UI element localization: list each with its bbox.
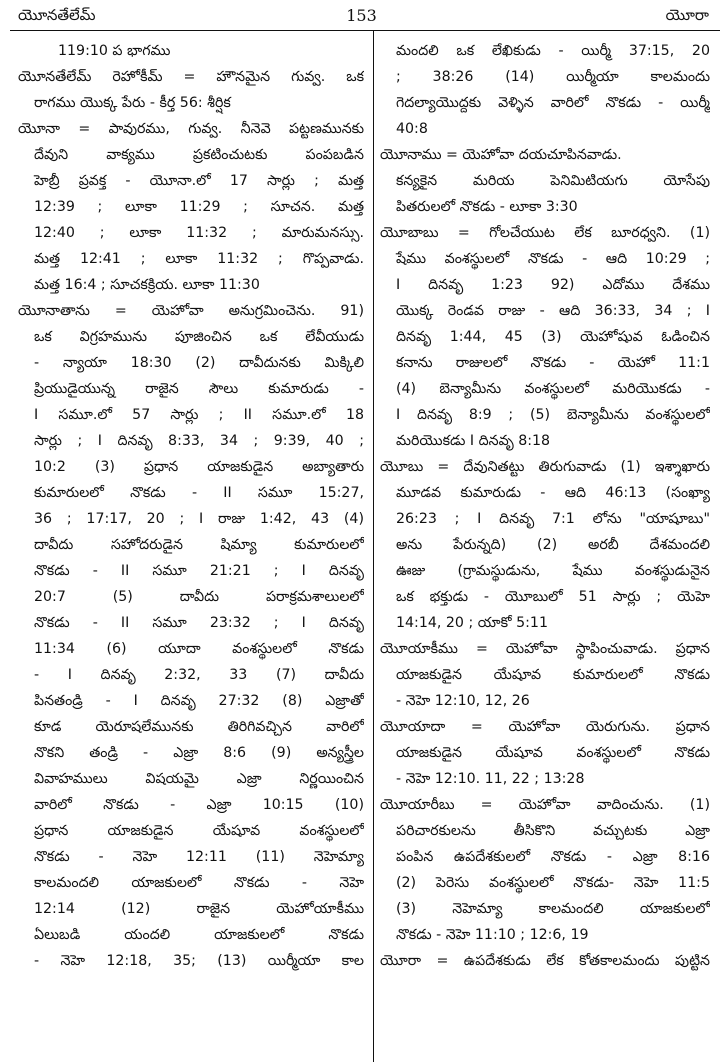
text-line: పరిచారకులను తీసికొని వచ్చుటకు ఎజ్రా (396, 823, 710, 839)
text-line: I దినవృ 1:23 92) ఎదోము దేశము (396, 277, 710, 293)
text-line: 11:34 (6) యూదా వంశస్థులలో నొకడు (34, 641, 364, 657)
text-line: నొకడు - II సమూ 23:32 ; I దినవృ (34, 615, 364, 631)
right-column (380, 38, 710, 974)
text-line: 14:14, 20 ; యాకో 5:11 (396, 615, 548, 631)
text-line: దేవుని వాక్యము ప్రకటించుటకు పంపబడిన (34, 147, 364, 163)
text-line: రాగము యొక్క పేరు - కీర్త 56: శీర్షిక (34, 95, 231, 111)
text-line: యెూనా = పావురము, గువ్వ. నీనెవె పట్టణమునకు (18, 121, 364, 137)
text-line: నొకడు - నెహె 12:11 (11) నెహెమ్యా (34, 849, 364, 865)
text-line: (4) బెన్యామీను వంశస్థులలో మరియొకడు - (396, 381, 710, 397)
text-line: మందలి ఒక లేఖికుడు - యిర్మీ 37:15, 20 (396, 43, 710, 59)
text-line: కన్యకైన మరియ పెనిమిటియగు యోసేపు (396, 173, 710, 189)
text-line: మూడవ కుమారుడు - ఆది 46:13 (సంఖ్యా (396, 485, 710, 501)
text-line: యెూనాతాను = యెహోవా అనుగ్రమించెను. 91) (18, 303, 364, 319)
text-line: 40:8 (396, 121, 428, 137)
text-line: 12:39 ; లూకా 11:29 ; సూచన. మత్త (34, 199, 364, 215)
text-line: ; 38:26 (14) యిర్మీయా కాలమందు (396, 69, 710, 85)
text-line: దావీదు సహోదరుడైన షిమ్యా కుమారులలో (34, 537, 364, 553)
text-line: నొకడు - నెహె 11:10 ; 12:6, 19 (396, 927, 589, 943)
left-column (18, 38, 364, 974)
column-divider (373, 31, 374, 1062)
text-line: షేము వంశస్థులలో నొకడు - ఆది 10:29 ; (396, 251, 710, 267)
text-line: - నెహె 12:10, 12, 26 (396, 693, 530, 709)
text-line: యెూయాదా = యెహోవా యెరుగును. ప్రధాన (380, 719, 710, 735)
text-line: I సమూ.లో 57 సార్లు ; II సమూ.లో 18 (34, 407, 364, 423)
text-line: 119:10 ప భాగము (58, 43, 171, 59)
text-line: మత్త 12:41 ; లూకా 11:32 ; గొప్పవాడు. (34, 251, 364, 267)
text-line: యెూరా = ఉపదేశకుడు లేక కోతకాలమందు పుట్టిన (380, 953, 710, 969)
text-line: - I దినవృ 2:32, 33 (7) దావీదు (34, 667, 364, 683)
header-right-guideword: యెూరా (665, 6, 709, 24)
text-line: యెూబాబు = గోలచేయుట లేక బూరధ్వని. (1) (380, 225, 710, 241)
text-line: - న్యాయా 18:30 (2) దావీదునకు మిక్కిలి (34, 355, 364, 371)
text-line: యాజకుడైన యేషూవ వంశస్థులలో నొకడు (396, 745, 710, 761)
text-line: యెూనతేలేమ్ రెహోకీమ్ = హౌనమైన గువ్వ. ఒక (18, 69, 364, 85)
text-line: ప్రధాన యాజకుడైన యేషూవ వంశస్థులలో (34, 823, 364, 839)
text-line: మరియొకడు I దినవృ 8:18 (396, 433, 551, 449)
text-line: వివాహములు విషయమై ఎజ్రా నిర్ణయించిన (34, 771, 364, 787)
text-line: నొకడు - II సమూ 21:21 ; I దినవృ (34, 563, 364, 579)
text-line: యెూయారీబు = యెహోవా వాదించును. (1) (380, 797, 710, 813)
text-line: 12:14 (12) రాజైన యెహోయాకీము (34, 901, 364, 917)
text-line: పితరులలో నొకడు - లూకా 3:30 (396, 199, 578, 215)
text-line: ప్రియుడైయున్న రాజైన సౌలు కుమారుడు - (34, 381, 364, 397)
text-line: కుమారులలో నొకడు - II సమూ 15:27, (34, 485, 364, 501)
text-line: యొక్క రెండవ రాజు - ఆది 36:33, 34 ; I (396, 303, 710, 319)
text-line: (2) పెరెసు వంశస్థులలో నొకడు- నెహె 11:5 (396, 875, 710, 891)
text-line: కనాను రాజులలో నొకడు - యెహో 11:1 (396, 355, 710, 371)
text-line: 20:7 (5) దావీదు పరాక్రమశాలులలో (34, 589, 364, 605)
text-line: యెూనాము = యెహోవా దయచూపినవాడు. (380, 147, 622, 163)
text-line: 36 ; 17:17, 20 ; I రాజు 1:42, 43 (4) (34, 511, 364, 527)
text-line: హెబ్రీ ప్రవక్త - యెూనా.లో 17 సార్లు ; మత్త (34, 173, 364, 189)
page-number: 153 (346, 6, 377, 25)
text-line: యెూబు = దేవునితట్టు తిరుగువాడు (1) ఇశ్శాఖారు (380, 459, 710, 475)
text-line: మత్త 16:4 ; సూచకక్రియ. లూకా 11:30 (34, 277, 260, 293)
text-line: (3) నెహెమ్యా కాలమందలి యాజకులలో (396, 901, 710, 917)
page-header (0, 6, 723, 30)
text-line: - నెహె 12:10. 11, 22 ; 13:28 (396, 771, 585, 787)
text-line: పంపిన ఉపదేశకులలో నొకడు - ఎజ్రా 8:16 (396, 849, 710, 865)
text-line: 10:2 (3) ప్రధాన యాజకుడైన అబ్యాతారు (34, 459, 364, 475)
text-line: ఒక విగ్రహమును పూజించిన ఒక లేవీయుడు (34, 329, 364, 345)
text-line: నొకని తండ్రి - ఎజ్రా 8:6 (9) అన్యస్త్రీల (34, 745, 364, 761)
text-line: గెదల్యాయొద్దకు వెళ్ళిన వారిలో నొకడు - యిర్మీ (396, 95, 710, 111)
header-left-guideword: యెూనతేలేమ్ (18, 6, 96, 24)
text-line: 26:23 ; I దినవృ 7:1 లోను "యాషూబు" (396, 511, 710, 527)
text-line: దినవృ 1:44, 45 (3) యెహోషువ ఓడించిన (396, 329, 710, 345)
text-line: పినతండ్రి - I దినవృ 27:32 (8) ఎజ్రాతో (34, 693, 364, 709)
text-line: అను పేరున్నది) (2) అరబీ దేశమందలి (396, 537, 710, 553)
text-line: సార్లు ; I దినవృ 8:33, 34 ; 9:39, 40 ; (34, 433, 364, 449)
text-line: 12:40 ; లూకా 11:32 ; మారుమనస్సు. (34, 225, 364, 241)
text-line: యాజకుడైన యేషూవ కుమారులలో నొకడు (396, 667, 710, 683)
text-line: ఏలుబడి యందలి యాజకులలో నొకడు (34, 927, 364, 943)
text-line: I దినవృ 8:9 ; (5) బెన్యామీను వంశస్థులలో (396, 407, 710, 423)
text-line: - నెహె 12:18, 35; (13) యిర్మీయా కాల (34, 953, 364, 969)
text-line: కాలమందలి యాజకులలో నొకడు - నెహె (34, 875, 364, 891)
text-line: కూడ యెరూషలేమునకు తిరిగివచ్చిన వారిలో (34, 719, 364, 735)
text-line: ఒక భక్తుడు - యెూబులో 51 సార్లు ; యెహె (396, 589, 710, 605)
text-line: యెూయాకీము = యెహోవా స్థాపించువాడు. ప్రధాన (380, 641, 710, 657)
text-line: వారిలో నొకడు - ఎజ్రా 10:15 (10) (34, 797, 364, 813)
text-line: ఊజు (గ్రామస్థుడును, షేము వంశస్థుడునైన (396, 563, 710, 579)
header-rule (10, 30, 720, 31)
